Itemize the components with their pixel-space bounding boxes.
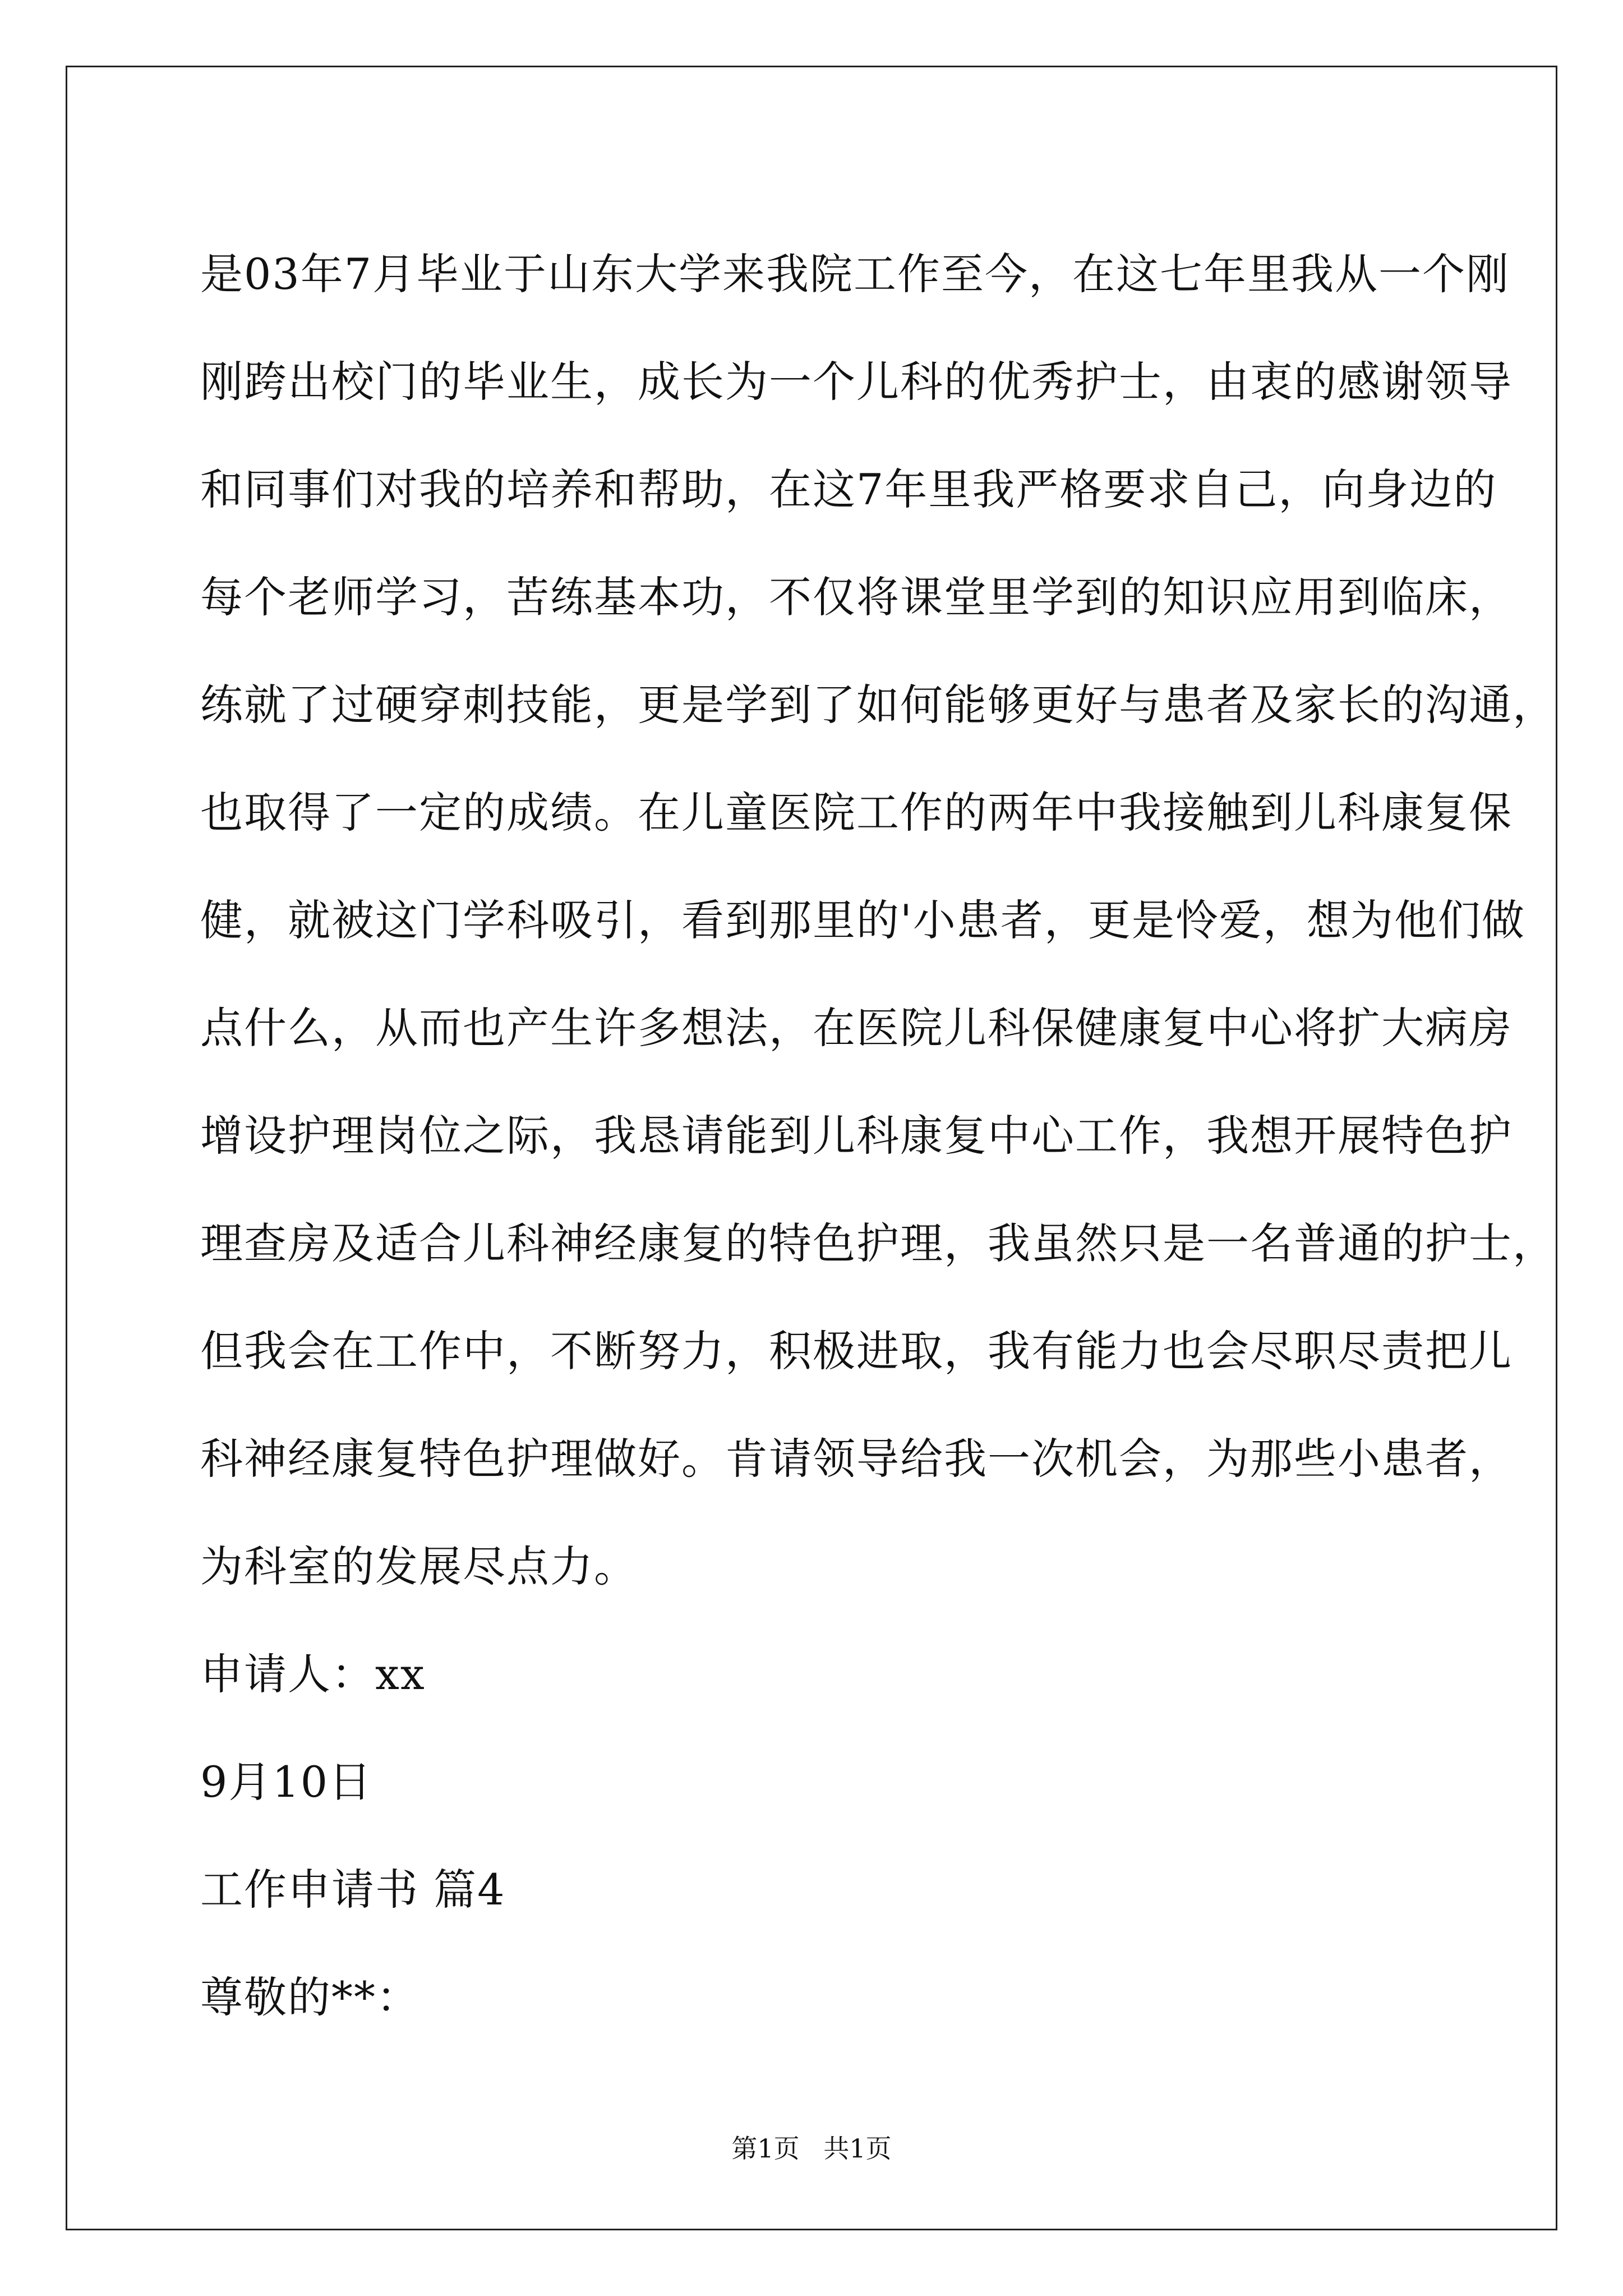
section-heading: 工作申请书 篇4 <box>200 1865 506 1915</box>
page-number: 第1页 <box>731 2133 800 2164</box>
body-line: 为科室的发展尽点力。 <box>200 1542 638 1591</box>
body-line: 增设护理岗位之际，我恳请能到儿科康复中心工作，我想开展特色护 <box>200 1111 1513 1161</box>
body-line: 练就了过硬穿刺技能，更是学到了如何能够更好与患者及家长的沟通， <box>200 680 1556 730</box>
page-footer <box>0 2132 1623 2165</box>
body-line: 刚跨出校门的毕业生，成长为一个儿科的优秀护士，由衷的感谢领导 <box>200 357 1513 407</box>
body-line: 每个老师学习，苦练基本功，不仅将课堂里学到的知识应用到临床， <box>200 572 1513 622</box>
applicant-line: 申请人：xx <box>200 1649 426 1699</box>
body-line: 理查房及适合儿科神经康复的特色护理，我虽然只是一名普通的护士， <box>200 1218 1556 1268</box>
body-line: 和同事们对我的培养和帮助，在这7年里我严格要求自己，向身边的 <box>200 464 1497 514</box>
document-body <box>200 220 1556 2051</box>
date-line: 9月10日 <box>200 1757 373 1807</box>
body-line: 是03年7月毕业于山东大学来我院工作至今，在这七年里我从一个刚 <box>200 249 1510 299</box>
body-line: 也取得了一定的成绩。在儿童医院工作的两年中我接触到儿科康复保 <box>200 788 1513 838</box>
body-line: 健，就被这门学科吸引，看到那里的'小患者，更是怜爱，想为他们做 <box>200 895 1525 945</box>
salutation-line: 尊敬的**： <box>200 1972 420 2022</box>
page-total: 共1页 <box>823 2133 892 2164</box>
body-line: 点什么，从而也产生许多想法，在医院儿科保健康复中心将扩大病房 <box>200 1003 1513 1053</box>
body-line: 但我会在工作中，不断努力，积极进取，我有能力也会尽职尽责把儿 <box>200 1326 1513 1376</box>
body-line: 科神经康复特色护理做好。肯请领导给我一次机会，为那些小患者， <box>200 1434 1513 1484</box>
